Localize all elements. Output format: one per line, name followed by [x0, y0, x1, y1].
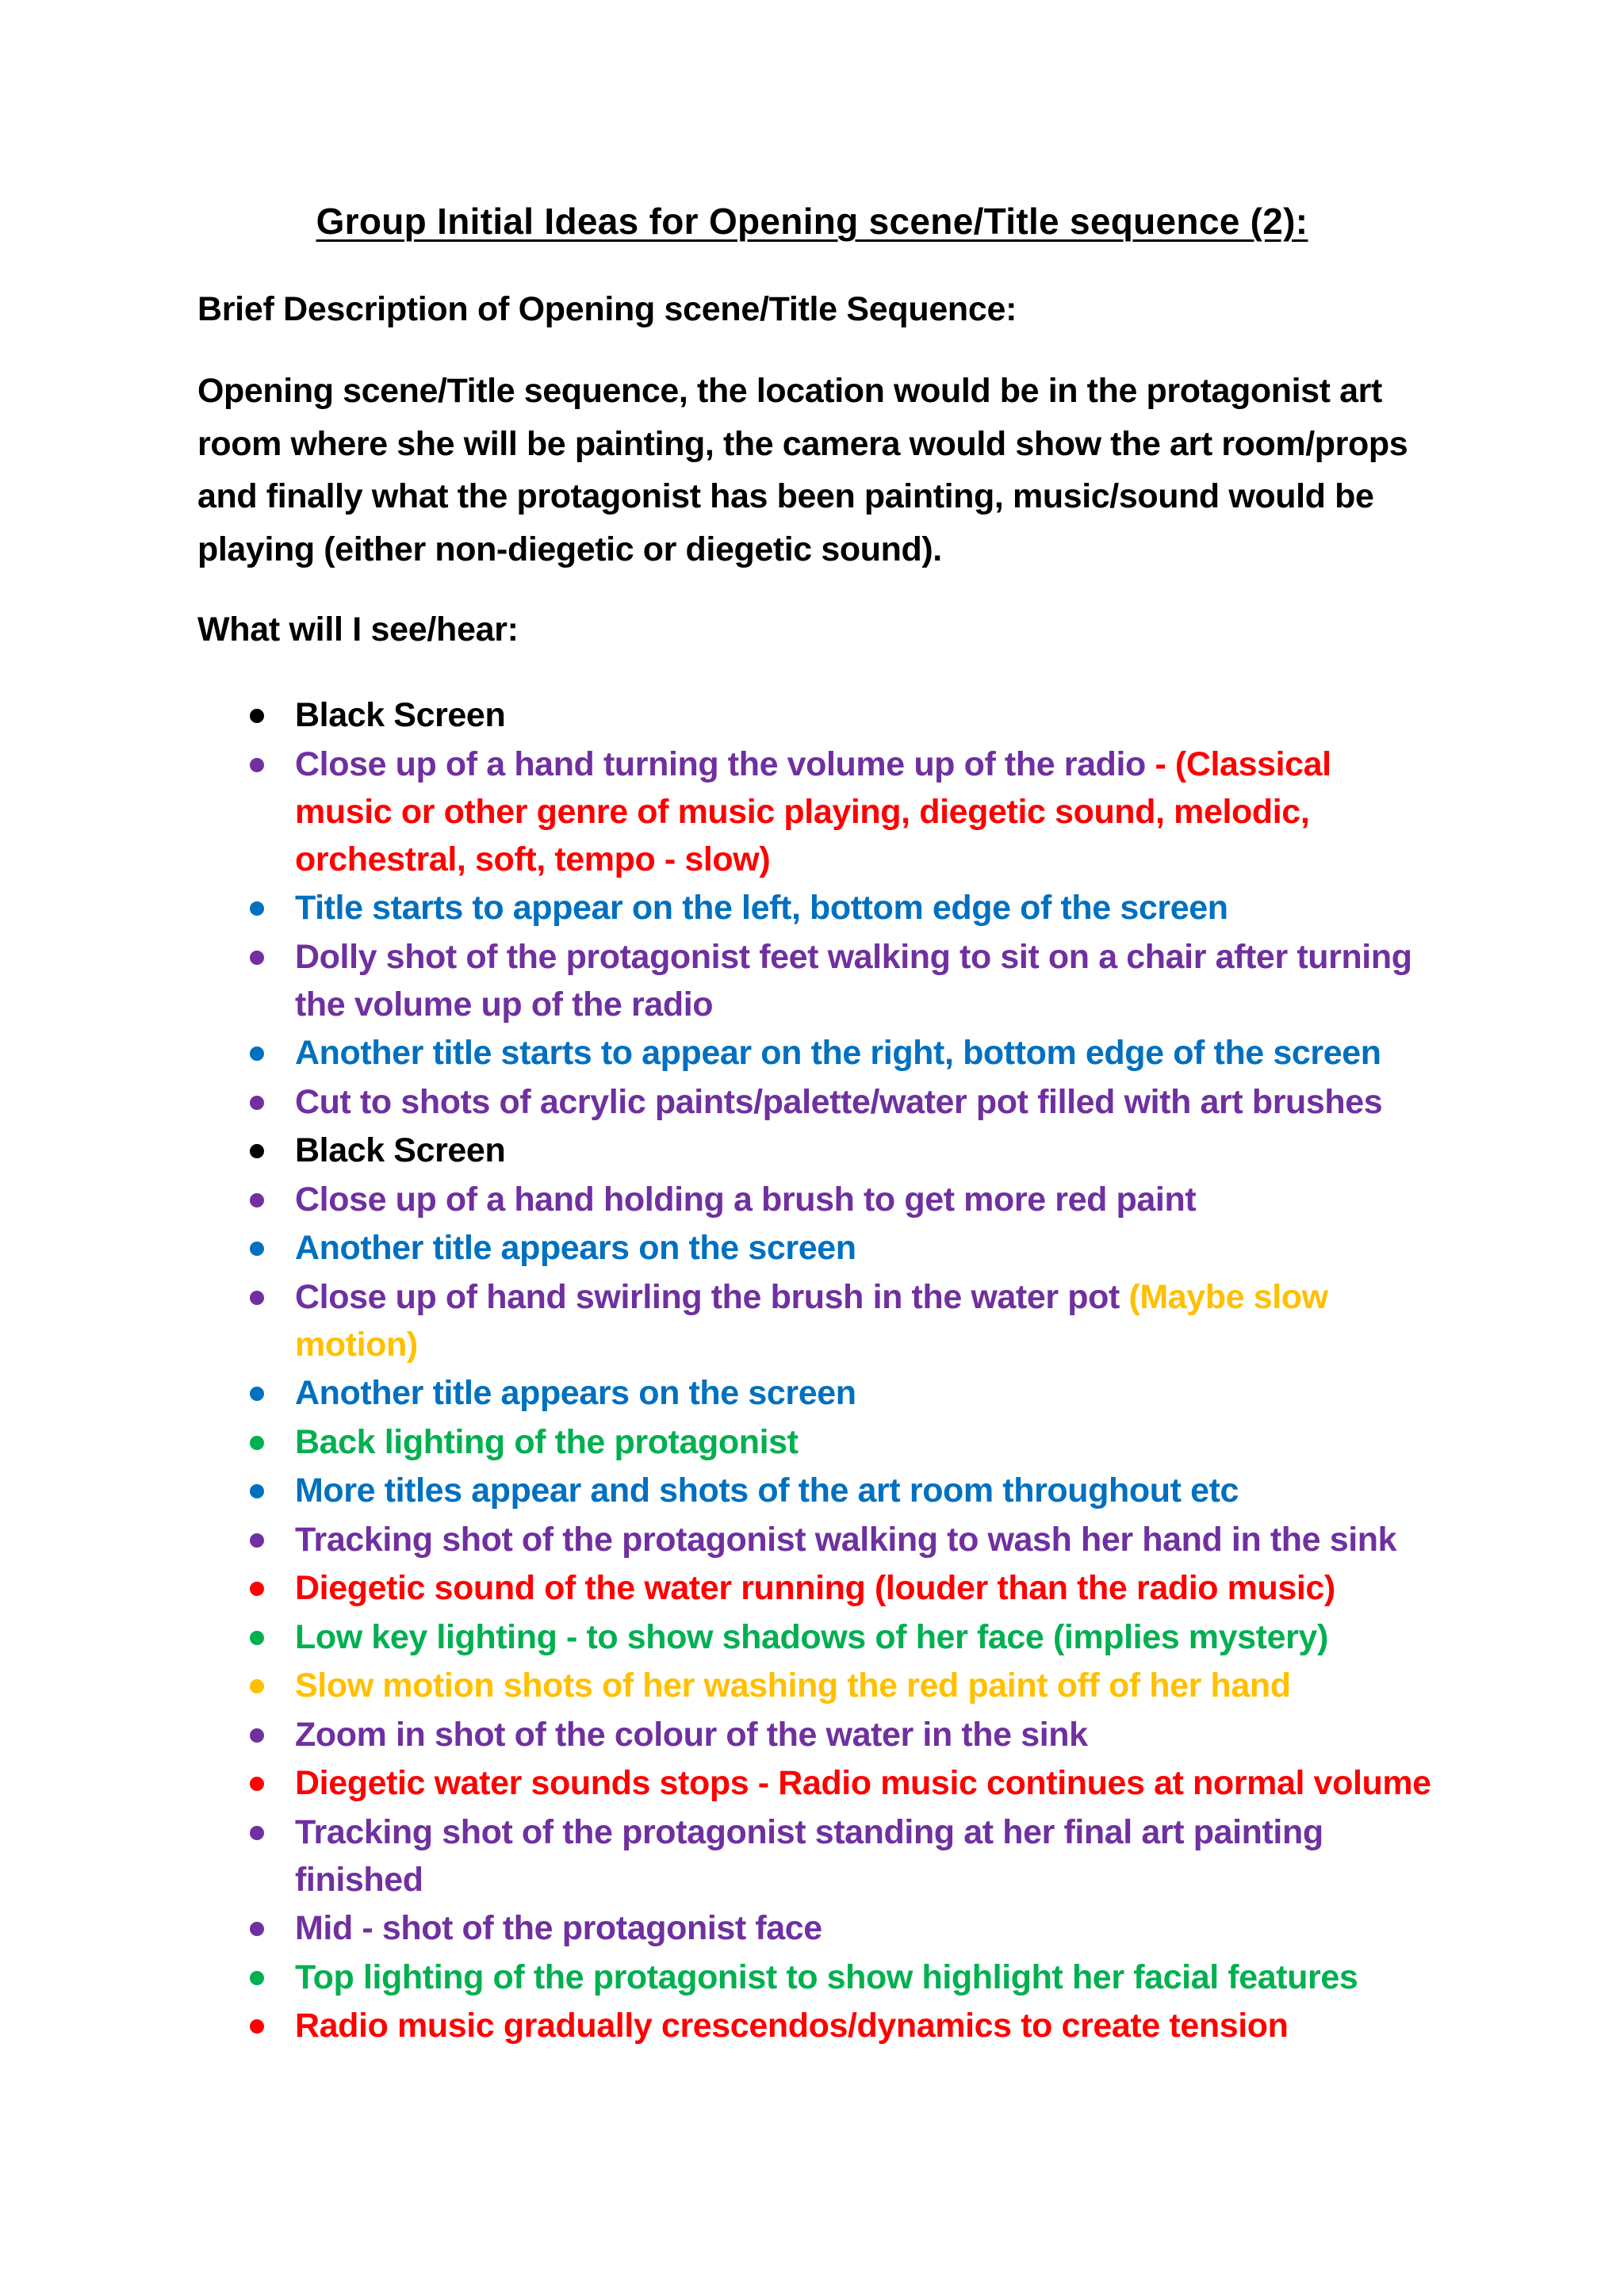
bullet-item [0, 1224, 1437, 1272]
bullet-dot-icon [250, 1193, 264, 1207]
bullet-text: Diegetic sound of the water running (louder than the radio music) [295, 1569, 1335, 1607]
bullet-item [0, 1904, 1437, 1952]
bullet-dot-icon [250, 901, 264, 916]
bullet-text: Another title appears on the screen [295, 1374, 856, 1412]
bullet-dot-icon [250, 1484, 264, 1498]
brief-description-heading: Brief Description of Opening scene/Title Sequence: [197, 290, 1017, 328]
bullet-item [0, 2002, 1437, 2049]
bullet-text: Diegetic water sounds stops - Radio music continues at normal volume [295, 1764, 1431, 1802]
document-title: Group Initial Ideas for Opening scene/Title sequence (2): [316, 201, 1308, 242]
bullet-dot-icon [250, 1922, 264, 1936]
bullet-text: Low key lighting - to show shadows of her face (implies mystery) [295, 1617, 1328, 1656]
bullet-text: Title starts to appear on the left, bottom edge of the screen [295, 889, 1228, 927]
bullet-text: Tracking shot of the protagonist standing at her final art painting finished [295, 1812, 1323, 1899]
see-hear-heading: What will I see/hear: [197, 610, 519, 649]
bullet-text: Radio music gradually crescendos/dynamics to create tension [295, 2007, 1289, 2045]
bullet-text: More titles appear and shots of the art room throughout etc [295, 1471, 1239, 1510]
bullet-dot-icon [250, 758, 264, 772]
bullet-item [0, 1369, 1437, 1417]
bullet-dot-icon [250, 1582, 264, 1596]
bullet-text: Close up of hand swirling the brush in the water pot [295, 1277, 1129, 1316]
bullet-dot-icon [250, 2019, 264, 2034]
bullet-item [0, 1954, 1437, 2001]
bullet-text: Close up of a hand holding a brush to get more red paint [295, 1180, 1197, 1219]
bullet-text: Tracking shot of the protagonist walking to wash her hand in the sink [295, 1520, 1397, 1559]
bullet-dot-icon [250, 1971, 264, 1985]
bullet-text: Slow motion shots of her washing the red paint off of her hand [295, 1667, 1291, 1705]
bullet-dot-icon [250, 1631, 264, 1645]
bullet-text: Another title appears on the screen [295, 1229, 856, 1267]
bullet-dot-icon [250, 1047, 264, 1061]
bullet-dot-icon [250, 1144, 264, 1158]
bullet-item [0, 691, 1437, 739]
bullet-text: Zoom in shot of the colour of the water in the sink [295, 1715, 1088, 1754]
bullet-annotation: - (Classical music or other genre of music playing, diegetic sound, melodic, orchestral, soft, tempo - slow) [295, 744, 1331, 878]
bullet-item [0, 1273, 1437, 1368]
bullet-dot-icon [250, 1096, 264, 1110]
bullet-dot-icon [250, 1679, 264, 1693]
bullet-item [0, 1613, 1437, 1661]
bullet-text: Black Screen [295, 1131, 506, 1169]
bullet-item [0, 933, 1437, 1028]
bullet-item [0, 740, 1437, 883]
bullet-text: Close up of a hand turning the volume up of the radio [295, 744, 1155, 783]
bullet-item [0, 1127, 1437, 1174]
bullet-item [0, 1711, 1437, 1758]
bullet-item [0, 1078, 1437, 1126]
bullet-text: Top lighting of the protagonist to show highlight her facial features [295, 1957, 1358, 1996]
bullet-text: Cut to shots of acrylic paints/palette/water pot filled with art brushes [295, 1082, 1383, 1121]
bullet-item [0, 1418, 1437, 1466]
see-hear-bullet-list [0, 691, 1624, 2049]
bullet-annotation: (Maybe slow motion) [295, 1277, 1328, 1364]
bullet-dot-icon [250, 1436, 264, 1450]
bullet-text: Black Screen [295, 696, 506, 734]
bullet-dot-icon [250, 1291, 264, 1305]
bullet-dot-icon [250, 1826, 264, 1840]
bullet-dot-icon [250, 1728, 264, 1743]
bullet-item [0, 1662, 1437, 1709]
bullet-dot-icon [250, 1533, 264, 1548]
bullet-text: Back lighting of the protagonist [295, 1422, 799, 1461]
bullet-item [0, 1467, 1437, 1514]
bullet-item [0, 1176, 1437, 1223]
bullet-item [0, 1516, 1437, 1563]
bullet-text: Mid - shot of the protagonist face [295, 1909, 822, 1947]
bullet-text: Dolly shot of the protagonist feet walking to sit on a chair after turning the volume up of the radio [295, 937, 1412, 1024]
brief-description-paragraph: Opening scene/Title sequence, the location would be in the protagonist art room where she will be painting, the camera would show the art room/props and finally what the protagonist has been painting, music/sound would be playing (either non-diegetic or diegetic sound). [197, 372, 1408, 568]
bullet-dot-icon [250, 709, 264, 723]
bullet-dot-icon [250, 1777, 264, 1791]
bullet-item [0, 1564, 1437, 1612]
bullet-item [0, 1759, 1437, 1807]
bullet-item [0, 1029, 1437, 1077]
bullet-dot-icon [250, 951, 264, 965]
bullet-text: Another title starts to appear on the right, bottom edge of the screen [295, 1034, 1381, 1072]
bullet-item [0, 884, 1437, 932]
bullet-dot-icon [250, 1387, 264, 1401]
bullet-item [0, 1808, 1437, 1904]
bullet-dot-icon [250, 1242, 264, 1256]
